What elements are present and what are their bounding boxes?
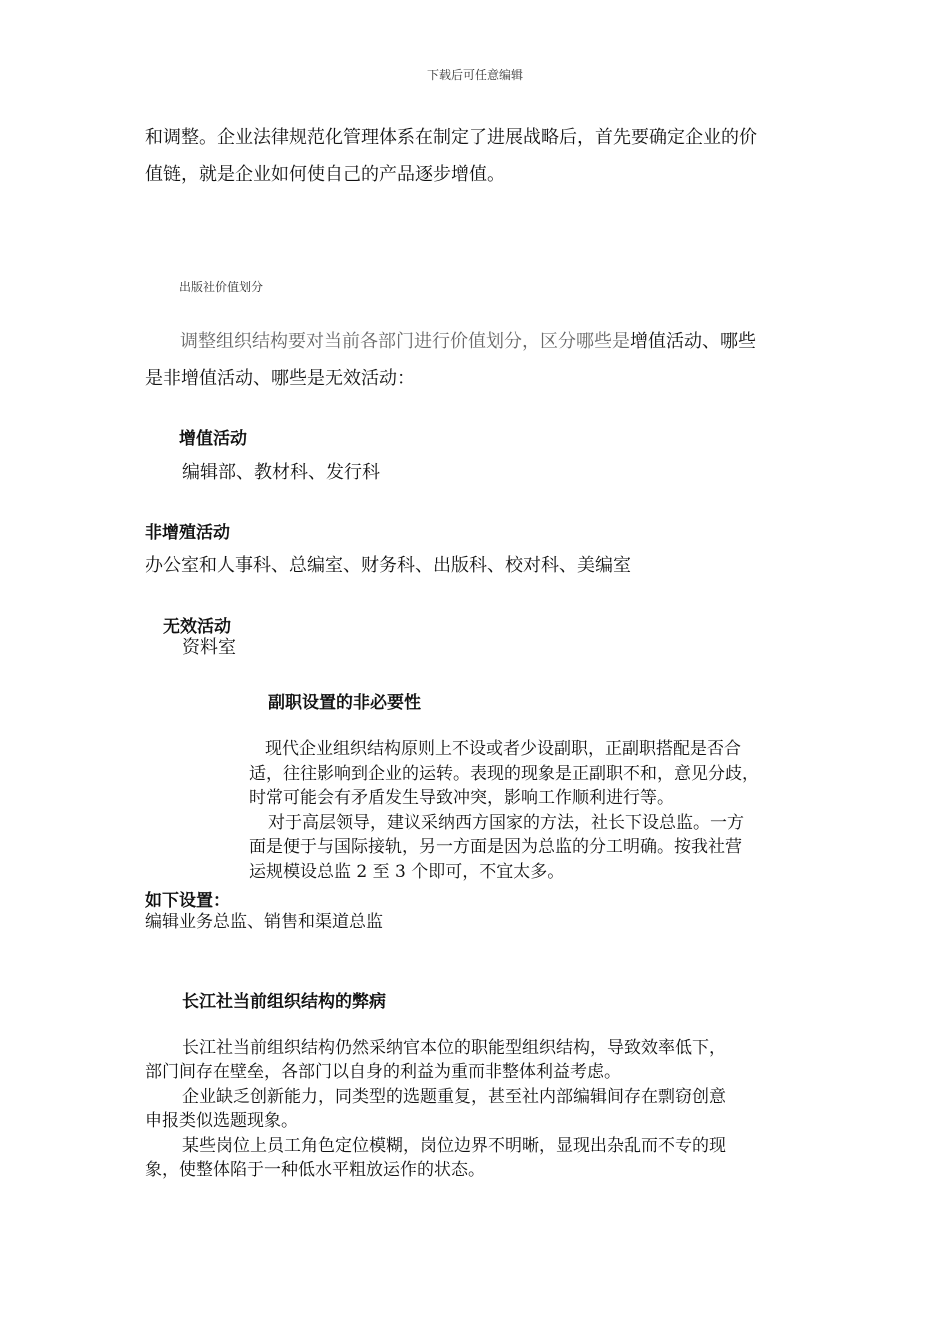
ineffective-heading: 无效活动 xyxy=(163,617,231,637)
setup-content: 编辑业务总监、销售和渠道总监 xyxy=(145,912,383,932)
division-line-1-gray: 调整组织结构要对当前各部门进行价值划分，区分哪些是 xyxy=(180,331,630,352)
drawbacks-line-4: 申报类似选题现象。 xyxy=(145,1111,298,1131)
deputy-line-2: 适，往往影响到企业的运转。表现的现象是正副职不和，意见分歧， xyxy=(249,764,759,784)
division-line-1-rest: 增值活动、哪些 xyxy=(630,331,756,352)
drawbacks-line-3: 企业缺乏创新能力，同类型的选题重复，甚至社内部编辑间存在剽窃创意 xyxy=(182,1087,726,1107)
drawbacks-heading: 长江社当前组织结构的弊病 xyxy=(182,992,386,1012)
deputy-line-1: 现代企业组织结构原则上不设或者少设副职，正副职搭配是否合 xyxy=(265,739,741,759)
drawbacks-line-6: 象，使整体陷于一种低水平粗放运作的状态。 xyxy=(145,1160,485,1180)
deputy-line-6: 运规模设总监 2 至 3 个即可，不宜太多。 xyxy=(249,862,565,882)
page-header: 下载后可任意编辑 xyxy=(426,68,523,82)
ineffective-content: 资料室 xyxy=(182,637,236,658)
division-line-1 xyxy=(180,331,756,353)
drawbacks-line-2: 部门间存在壁垒，各部门以自身的利益为重而非整体利益考虑。 xyxy=(145,1062,621,1082)
non-value-added-content: 办公室和人事科、总编室、财务科、出版科、校对科、美编室 xyxy=(145,555,631,576)
value-added-content: 编辑部、教材科、发行科 xyxy=(182,462,380,483)
drawbacks-line-5: 某些岗位上员工角色定位模糊，岗位边界不明晰，显现出杂乱而不专的现 xyxy=(182,1136,726,1156)
deputy-line-5: 面是便于与国际接轨，另一方面是因为总监的分工明确。按我社营 xyxy=(249,837,742,857)
drawbacks-line-1: 长江社当前组织结构仍然采纳官本位的职能型组织结构，导致效率低下， xyxy=(182,1038,726,1058)
deputy-heading: 副职设置的非必要性 xyxy=(268,693,421,713)
section-caption: 出版社价值划分 xyxy=(179,280,264,294)
non-value-added-heading: 非增殖活动 xyxy=(145,523,230,543)
value-added-heading: 增值活动 xyxy=(179,429,247,449)
setup-heading: 如下设置： xyxy=(145,891,230,911)
division-line-2: 是非增值活动、哪些是无效活动： xyxy=(145,368,415,389)
deputy-line-4: 对于高层领导，建议采纳西方国家的方法，社长下设总监。一方 xyxy=(268,813,744,833)
intro-line-2: 值链，就是企业如何使自己的产品逐步增值。 xyxy=(145,164,505,185)
intro-line-1: 和调整。企业法律规范化管理体系在制定了进展战略后，首先要确定企业的价 xyxy=(145,127,757,148)
deputy-line-3: 时常可能会有矛盾发生导致冲突，影响工作顺利进行等。 xyxy=(249,788,674,808)
